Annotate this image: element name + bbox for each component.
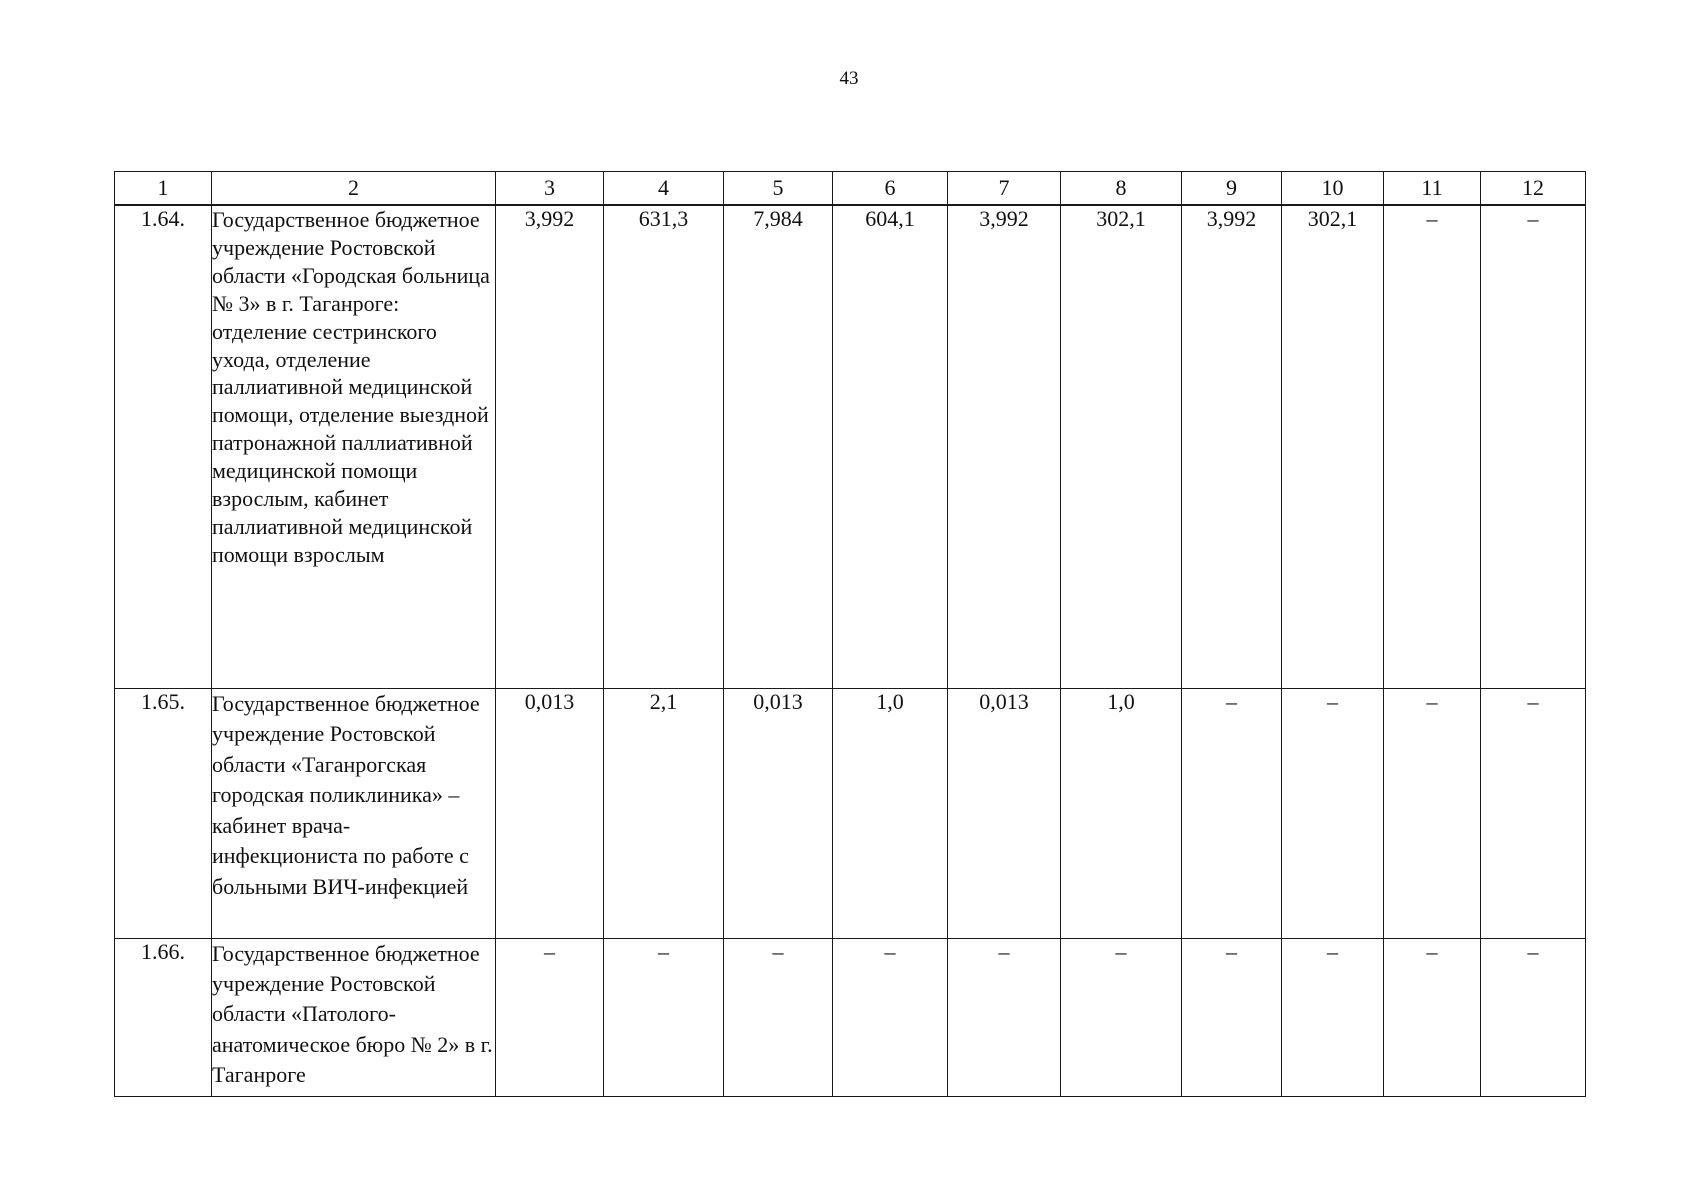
table-cell: 3,992 [496,205,604,688]
table-cell: 7,984 [724,205,833,688]
table-cell: – [1282,688,1384,938]
table-cell: 0,013 [496,688,604,938]
column-header: 9 [1182,172,1282,206]
table-cell: – [496,938,604,1096]
table-cell: 604,1 [833,205,948,688]
institution-name: Государственное бюджетное учреждение Ростовской области «Таганрогская городская поликлиника» – кабинет врача-инфекциониста по работе с больными ВИЧ-инфекцией [212,688,496,938]
row-number: 1.66. [115,938,212,1096]
table-cell: – [1384,205,1481,688]
column-header: 11 [1384,172,1481,206]
table-cell: 302,1 [1282,205,1384,688]
table-row [115,688,1586,938]
column-header: 4 [604,172,724,206]
table-cell: 3,992 [948,205,1061,688]
column-header: 10 [1282,172,1384,206]
table-cell: – [724,938,833,1096]
column-header: 7 [948,172,1061,206]
table-cell: – [948,938,1061,1096]
column-header: 12 [1481,172,1586,206]
table-cell: 631,3 [604,205,724,688]
table-cell: 1,0 [1061,688,1182,938]
row-number: 1.65. [115,688,212,938]
table-cell: 1,0 [833,688,948,938]
table-cell: 3,992 [1182,205,1282,688]
row-number: 1.64. [115,205,212,688]
table-cell: 2,1 [604,688,724,938]
table-cell: – [604,938,724,1096]
table-cell: 0,013 [724,688,833,938]
column-header: 5 [724,172,833,206]
table-cell: – [1182,688,1282,938]
table-cell: – [1481,205,1586,688]
table-cell: 0,013 [948,688,1061,938]
table-cell: – [1061,938,1182,1096]
data-table [114,171,1586,1097]
table-cell: – [1481,688,1586,938]
table-cell: – [1481,938,1586,1096]
institution-name: Государственное бюджетное учреждение Ростовской области «Патолого-анатомическое бюро № 2» в г. Таганроге [212,938,496,1096]
column-header: 3 [496,172,604,206]
table-cell: – [1182,938,1282,1096]
table-cell: – [1384,938,1481,1096]
page-number: 43 [839,68,859,89]
column-header: 2 [212,172,496,206]
table-cell: – [833,938,948,1096]
column-header: 8 [1061,172,1182,206]
table-row [115,938,1586,1096]
table-cell: – [1282,938,1384,1096]
table-cell: – [1384,688,1481,938]
column-header: 1 [115,172,212,206]
institution-name: Государственное бюджетное учреждение Ростовской области «Городская больница № 3» в г. Таганроге: отделение сестринского ухода, отделение паллиативной медицинской помощи, отделение выездной патронажной паллиативной медицинской помощи взрослым, кабинет паллиативной медицинской помощи взрослым [212,205,496,688]
header-row [115,172,1586,206]
table-cell: 302,1 [1061,205,1182,688]
column-header: 6 [833,172,948,206]
table-row [115,205,1586,688]
